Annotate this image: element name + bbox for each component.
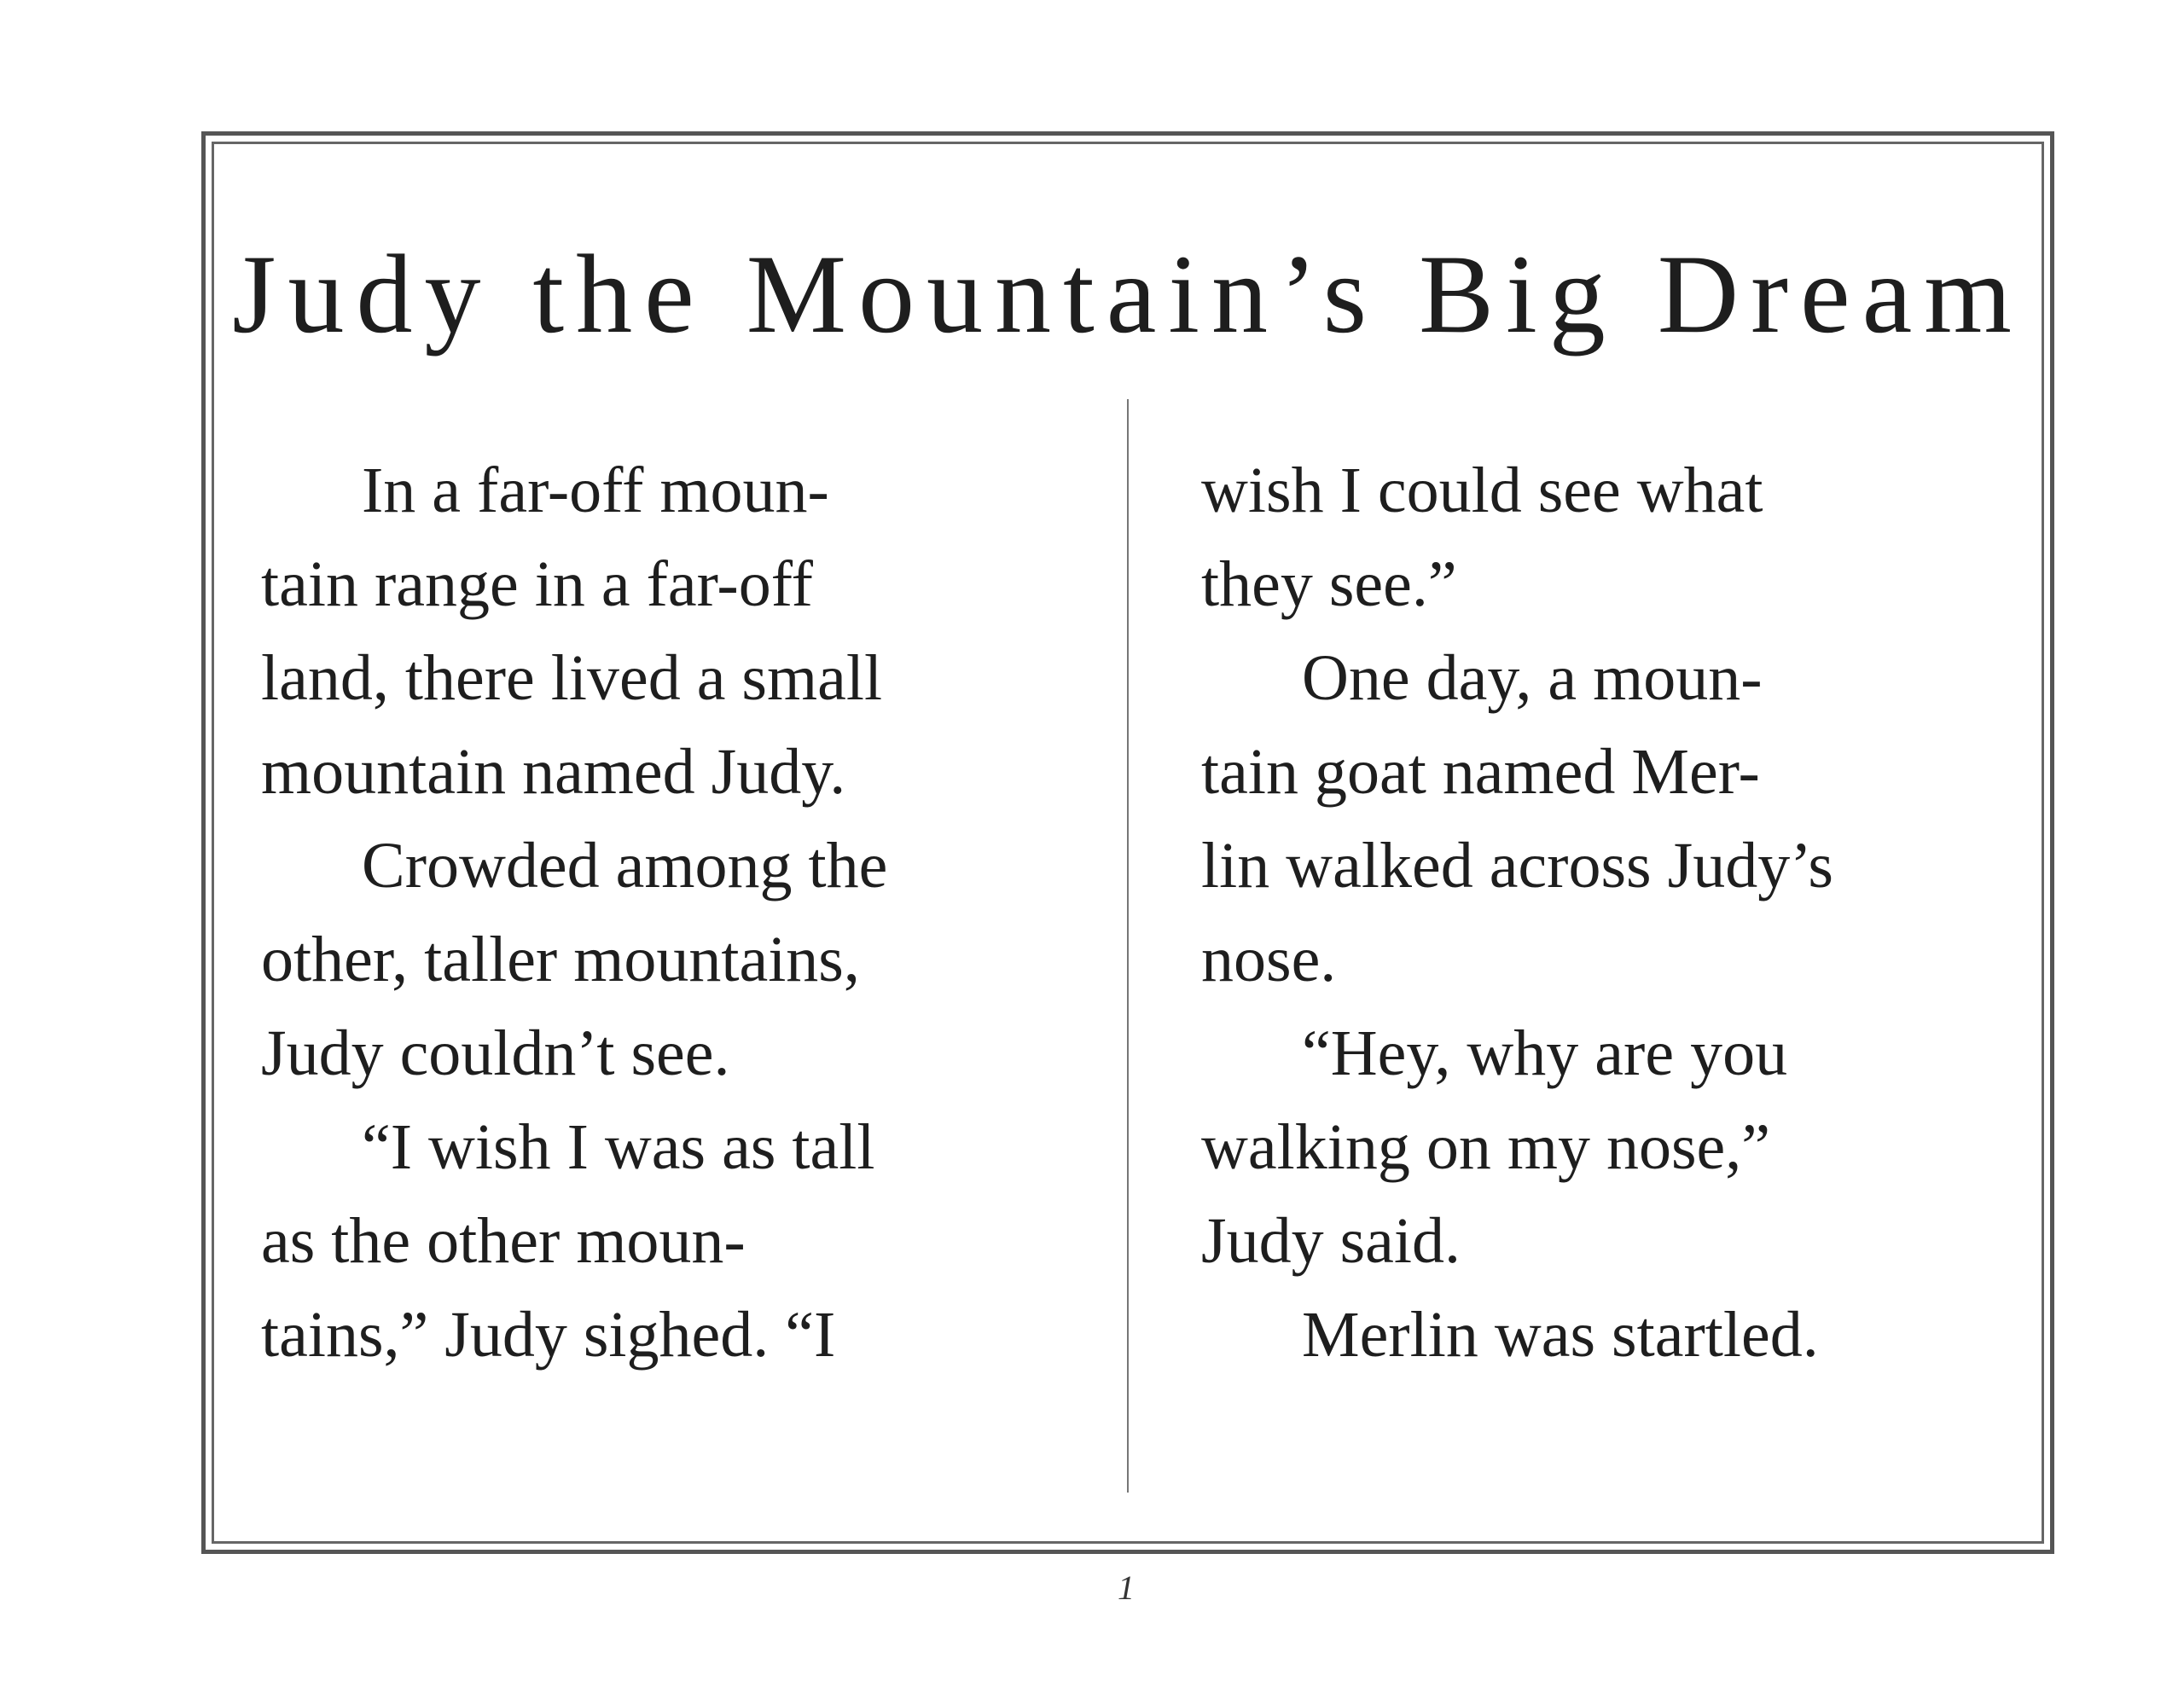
text-line: Judy said. bbox=[1201, 1205, 1461, 1277]
text-line: wish I could see what bbox=[1201, 455, 1763, 526]
text-line: walking on my nose,” bbox=[1201, 1111, 1771, 1183]
text-line: In a far-off moun- bbox=[362, 455, 829, 526]
column-divider bbox=[1127, 399, 1129, 1493]
text-line: “Hey, why are you bbox=[1302, 1017, 1788, 1089]
text-line: lin walked across Judy’s bbox=[1201, 830, 1833, 901]
text-line: “I wish I was as tall bbox=[362, 1111, 875, 1183]
story-title: Judy the Mountain’s Big Dream bbox=[232, 231, 2024, 357]
text-line: mountain named Judy. bbox=[261, 736, 846, 808]
text-line: tain goat named Mer- bbox=[1201, 736, 1760, 808]
text-line: nose. bbox=[1201, 924, 1337, 995]
page-number: 1 bbox=[1118, 1568, 1135, 1607]
text-line: as the other moun- bbox=[261, 1205, 746, 1277]
text-line: One day, a moun- bbox=[1302, 642, 1763, 714]
left-column bbox=[261, 443, 1063, 1382]
text-line: they see.” bbox=[1201, 548, 1457, 620]
text-line: tains,” Judy sighed. “I bbox=[261, 1299, 836, 1371]
text-line: land, there lived a small bbox=[261, 642, 883, 714]
text-line: other, taller mountains, bbox=[261, 924, 860, 995]
text-line: Crowded among the bbox=[362, 830, 888, 901]
text-line: Merlin was startled. bbox=[1302, 1299, 1819, 1371]
text-line: tain range in a far-off bbox=[261, 548, 813, 620]
text-line: Judy couldn’t see. bbox=[261, 1017, 730, 1089]
right-column bbox=[1201, 443, 2020, 1382]
